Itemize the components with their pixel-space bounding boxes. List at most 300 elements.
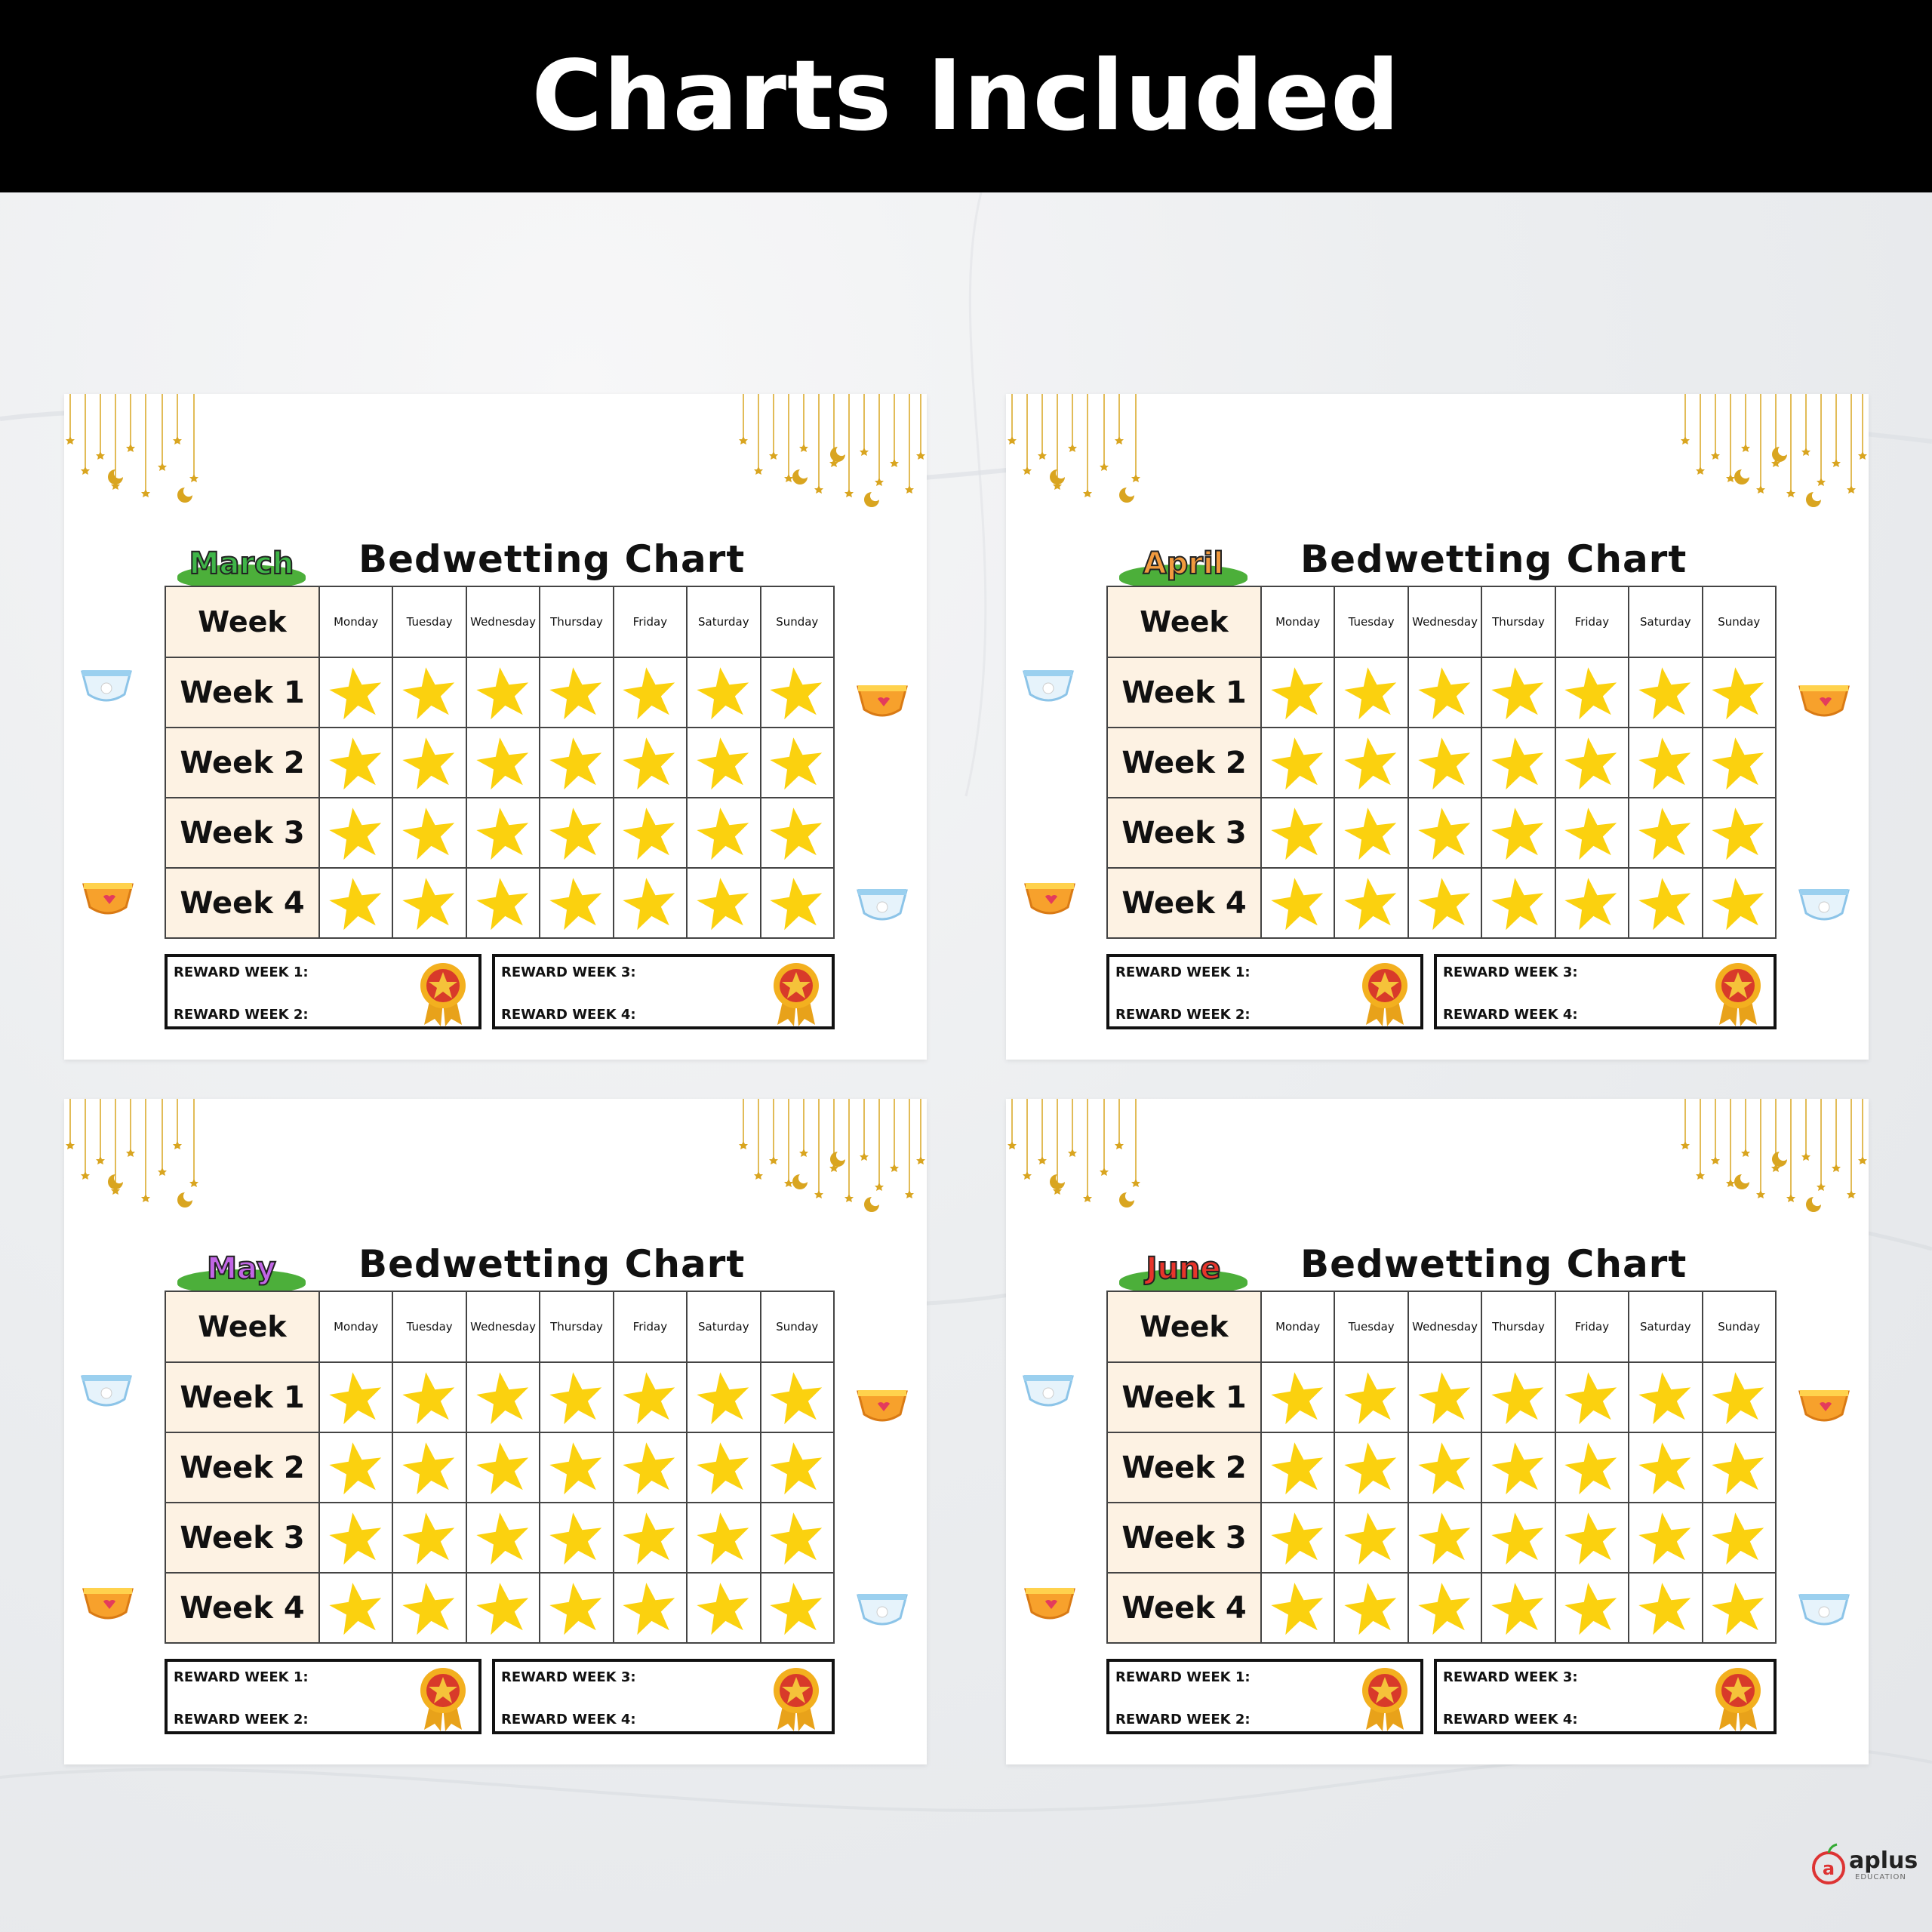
day-header: Tuesday: [1334, 586, 1407, 657]
star-icon: [769, 665, 825, 721]
day-header: Saturday: [1629, 1291, 1702, 1362]
star-icon: [1638, 665, 1694, 721]
star-icon: [1491, 1510, 1546, 1566]
star-cell[interactable]: [687, 1362, 760, 1432]
star-cell[interactable]: [466, 728, 540, 798]
star-cell[interactable]: [1408, 798, 1481, 868]
star-cell[interactable]: [1261, 657, 1334, 728]
star-cell[interactable]: [1408, 657, 1481, 728]
day-header: Wednesday: [1408, 1291, 1481, 1362]
table-row: [165, 1362, 834, 1432]
star-cell[interactable]: [1261, 1573, 1334, 1643]
aplus-logo: [1810, 1826, 1918, 1902]
star-cell[interactable]: [1555, 868, 1629, 938]
reward-label: REWARD WEEK 3:: [1443, 964, 1578, 980]
diaper-icon: [79, 1369, 134, 1411]
day-header: Saturday: [687, 586, 760, 657]
star-cell[interactable]: [1261, 1503, 1334, 1573]
day-header: Tuesday: [1334, 1291, 1407, 1362]
table-row: [1107, 798, 1776, 868]
star-icon: [328, 665, 384, 721]
star-icon: [622, 1370, 678, 1426]
star-icon: [1343, 805, 1399, 861]
star-icon: [328, 1370, 384, 1426]
star-cell[interactable]: [761, 728, 834, 798]
star-icon: [1270, 1580, 1326, 1636]
month-badge: [1119, 1241, 1247, 1294]
week-label: Week 1: [1107, 1362, 1261, 1432]
day-header: Friday: [614, 1291, 687, 1362]
reward-label: REWARD WEEK 1:: [174, 1669, 309, 1685]
star-cell[interactable]: [761, 798, 834, 868]
star-cell[interactable]: [1408, 1573, 1481, 1643]
star-icon: [696, 1510, 752, 1566]
star-cell[interactable]: [1408, 728, 1481, 798]
star-icon: [1564, 805, 1620, 861]
star-cell[interactable]: [392, 1362, 466, 1432]
star-icon: [1270, 875, 1326, 931]
star-icon: [1417, 1370, 1473, 1426]
star-cell[interactable]: [1481, 798, 1555, 868]
star-cell[interactable]: [687, 868, 760, 938]
star-cell[interactable]: [1408, 1503, 1481, 1573]
star-cell[interactable]: [319, 868, 392, 938]
award-ribbon-icon: [1358, 961, 1411, 1026]
day-header: Friday: [1555, 586, 1629, 657]
star-cell[interactable]: [1481, 657, 1555, 728]
star-icon: [475, 805, 531, 861]
day-header: Tuesday: [392, 586, 466, 657]
star-cell[interactable]: [1408, 868, 1481, 938]
svg-text:a: a: [1822, 1858, 1835, 1879]
star-icon: [1711, 1370, 1767, 1426]
star-cell[interactable]: [761, 1573, 834, 1643]
month-badge: [1119, 536, 1247, 589]
star-icon: [549, 1510, 605, 1566]
week-label: Week 2: [165, 1432, 319, 1503]
hanging-stars-decoration: [1006, 394, 1869, 515]
star-cell[interactable]: [1481, 1573, 1555, 1643]
star-icon: [1638, 1580, 1694, 1636]
star-cell[interactable]: [1481, 1432, 1555, 1503]
star-icon: [401, 1370, 457, 1426]
star-icon: [696, 1580, 752, 1636]
star-cell[interactable]: [687, 1432, 760, 1503]
star-icon: [1417, 735, 1473, 791]
star-cell[interactable]: [1555, 1432, 1629, 1503]
reward-label: REWARD WEEK 2:: [1115, 1007, 1251, 1023]
star-cell[interactable]: [540, 798, 613, 868]
star-cell[interactable]: [466, 1432, 540, 1503]
star-cell[interactable]: [761, 868, 834, 938]
star-icon: [475, 1510, 531, 1566]
star-cell[interactable]: [466, 657, 540, 728]
reward-box-right: [492, 1659, 835, 1734]
star-icon: [696, 805, 752, 861]
star-cell[interactable]: [614, 868, 687, 938]
star-icon: [1270, 805, 1326, 861]
star-cell[interactable]: [466, 798, 540, 868]
star-icon: [328, 875, 384, 931]
reward-box-left: [1106, 954, 1423, 1029]
star-cell[interactable]: [687, 1573, 760, 1643]
logo-subtext: EDUCATION: [1855, 1873, 1906, 1881]
star-icon: [328, 735, 384, 791]
reward-box-right: [1434, 954, 1777, 1029]
table-row: [165, 728, 834, 798]
star-cell[interactable]: [614, 728, 687, 798]
star-icon: [549, 735, 605, 791]
diaper-icon: [1023, 877, 1077, 919]
day-header: Sunday: [761, 586, 834, 657]
star-icon: [1417, 805, 1473, 861]
star-cell[interactable]: [1481, 1362, 1555, 1432]
star-cell[interactable]: [1555, 657, 1629, 728]
star-cell[interactable]: [1703, 1362, 1776, 1432]
star-icon: [1343, 1510, 1399, 1566]
star-icon: [549, 1440, 605, 1496]
day-header: Sunday: [1703, 1291, 1776, 1362]
star-cell[interactable]: [1629, 1573, 1702, 1643]
star-cell[interactable]: [1629, 1503, 1702, 1573]
star-cell[interactable]: [1334, 728, 1407, 798]
star-cell[interactable]: [540, 1573, 613, 1643]
star-icon: [1638, 735, 1694, 791]
reward-label: REWARD WEEK 4:: [501, 1007, 636, 1023]
star-icon: [769, 1580, 825, 1636]
reward-label: REWARD WEEK 4:: [501, 1712, 636, 1727]
star-cell[interactable]: [1555, 798, 1629, 868]
star-icon: [1343, 735, 1399, 791]
star-icon: [1491, 665, 1546, 721]
month-badge: [177, 536, 306, 589]
star-cell[interactable]: [319, 1503, 392, 1573]
star-icon: [1564, 1580, 1620, 1636]
week-label: Week 4: [1107, 868, 1261, 938]
star-icon: [1711, 1440, 1767, 1496]
week-label: Week 3: [1107, 798, 1261, 868]
star-icon: [1491, 1370, 1546, 1426]
star-icon: [549, 805, 605, 861]
star-cell[interactable]: [540, 728, 613, 798]
diaper-icon: [79, 664, 134, 706]
star-cell[interactable]: [614, 1432, 687, 1503]
star-cell[interactable]: [1334, 798, 1407, 868]
star-cell[interactable]: [1261, 728, 1334, 798]
star-icon: [475, 665, 531, 721]
star-cell[interactable]: [1408, 1362, 1481, 1432]
star-cell[interactable]: [392, 1503, 466, 1573]
star-cell[interactable]: [1408, 1432, 1481, 1503]
star-cell[interactable]: [1629, 1432, 1702, 1503]
star-icon: [328, 1580, 384, 1636]
star-icon: [475, 1370, 531, 1426]
star-icon: [769, 1440, 825, 1496]
star-cell[interactable]: [1629, 657, 1702, 728]
award-ribbon-icon: [1712, 1666, 1764, 1731]
star-cell[interactable]: [614, 1573, 687, 1643]
star-cell[interactable]: [614, 1362, 687, 1432]
star-cell[interactable]: [1481, 868, 1555, 938]
award-ribbon-icon: [417, 1666, 469, 1731]
star-icon: [769, 1510, 825, 1566]
banner-title: Charts Included: [531, 40, 1401, 152]
week-header: Week: [1107, 1291, 1261, 1362]
table-row: [165, 1503, 834, 1573]
star-icon: [549, 665, 605, 721]
reward-label: REWARD WEEK 1:: [1115, 964, 1251, 980]
reward-box-right: [1434, 1659, 1777, 1734]
week-label: Week 2: [165, 728, 319, 798]
star-cell[interactable]: [392, 798, 466, 868]
star-cell[interactable]: [761, 1432, 834, 1503]
star-cell[interactable]: [319, 728, 392, 798]
diaper-icon: [855, 1588, 909, 1630]
star-icon: [696, 665, 752, 721]
table-row: [165, 1573, 834, 1643]
star-cell[interactable]: [392, 868, 466, 938]
month-badge: [177, 1241, 306, 1294]
star-icon: [1564, 1370, 1620, 1426]
star-icon: [1711, 1580, 1767, 1636]
star-icon: [549, 1370, 605, 1426]
reward-label: REWARD WEEK 1:: [1115, 1669, 1251, 1685]
star-icon: [1491, 805, 1546, 861]
star-cell[interactable]: [319, 798, 392, 868]
star-cell[interactable]: [466, 868, 540, 938]
star-icon: [1491, 875, 1546, 931]
star-cell[interactable]: [1555, 1362, 1629, 1432]
star-cell[interactable]: [1703, 1432, 1776, 1503]
reward-label: REWARD WEEK 4:: [1443, 1007, 1578, 1023]
chart-table: [1106, 586, 1777, 939]
reward-box-left: [1106, 1659, 1423, 1734]
star-cell[interactable]: [687, 657, 760, 728]
table-row: [1107, 1432, 1776, 1503]
star-cell[interactable]: [1629, 728, 1702, 798]
star-cell[interactable]: [1334, 1362, 1407, 1432]
star-icon: [1270, 1370, 1326, 1426]
chart-table: [1106, 1291, 1777, 1644]
star-cell[interactable]: [1703, 1503, 1776, 1573]
star-icon: [401, 875, 457, 931]
star-icon: [1343, 875, 1399, 931]
week-header: Week: [165, 1291, 319, 1362]
star-icon: [475, 1440, 531, 1496]
star-icon: [549, 875, 605, 931]
star-cell[interactable]: [1703, 868, 1776, 938]
week-label: Week 4: [1107, 1573, 1261, 1643]
star-icon: [622, 805, 678, 861]
star-cell[interactable]: [540, 657, 613, 728]
day-header: Tuesday: [392, 1291, 466, 1362]
star-icon: [1343, 1580, 1399, 1636]
week-label: Week 1: [1107, 657, 1261, 728]
day-header: Sunday: [1703, 586, 1776, 657]
star-cell[interactable]: [1334, 868, 1407, 938]
table-row: [1107, 1503, 1776, 1573]
star-cell[interactable]: [392, 1432, 466, 1503]
star-cell[interactable]: [761, 1503, 834, 1573]
star-cell[interactable]: [1334, 657, 1407, 728]
day-header: Thursday: [540, 586, 613, 657]
day-header: Thursday: [540, 1291, 613, 1362]
star-icon: [1638, 1510, 1694, 1566]
star-cell[interactable]: [540, 1362, 613, 1432]
star-icon: [401, 1440, 457, 1496]
star-cell[interactable]: [761, 657, 834, 728]
diaper-icon: [855, 679, 909, 721]
star-cell[interactable]: [687, 728, 760, 798]
award-ribbon-icon: [417, 961, 469, 1026]
star-cell[interactable]: [614, 1503, 687, 1573]
star-cell[interactable]: [466, 1362, 540, 1432]
week-label: Week 4: [165, 868, 319, 938]
star-icon: [328, 805, 384, 861]
star-icon: [401, 1580, 457, 1636]
star-cell[interactable]: [392, 657, 466, 728]
diaper-icon: [81, 877, 135, 919]
star-cell[interactable]: [1629, 868, 1702, 938]
reward-box-right: [492, 954, 835, 1029]
star-icon: [1711, 665, 1767, 721]
reward-label: REWARD WEEK 4:: [1443, 1712, 1578, 1727]
star-cell[interactable]: [1261, 868, 1334, 938]
star-icon: [1711, 805, 1767, 861]
star-cell[interactable]: [319, 1432, 392, 1503]
bedwetting-chart-card: [64, 1099, 927, 1764]
table-row: [1107, 1573, 1776, 1643]
bedwetting-chart-card: [1006, 394, 1869, 1060]
award-ribbon-icon: [770, 961, 823, 1026]
star-cell[interactable]: [540, 868, 613, 938]
star-cell[interactable]: [319, 1362, 392, 1432]
star-icon: [401, 735, 457, 791]
star-cell[interactable]: [319, 657, 392, 728]
table-row: [1107, 728, 1776, 798]
chart-table: [165, 586, 835, 939]
star-cell[interactable]: [1629, 1362, 1702, 1432]
star-cell[interactable]: [1703, 1573, 1776, 1643]
week-label: Week 3: [165, 1503, 319, 1573]
month-label: April: [1143, 546, 1224, 581]
diaper-icon: [1797, 1588, 1851, 1630]
star-cell[interactable]: [1555, 1503, 1629, 1573]
star-cell[interactable]: [614, 657, 687, 728]
bedwetting-chart-card: [1006, 1099, 1869, 1764]
star-cell[interactable]: [1481, 1503, 1555, 1573]
star-cell[interactable]: [1261, 798, 1334, 868]
diaper-icon: [1797, 883, 1851, 925]
star-icon: [1638, 875, 1694, 931]
day-header: Sunday: [761, 1291, 834, 1362]
award-ribbon-icon: [1712, 961, 1764, 1026]
diaper-icon: [855, 1384, 909, 1426]
star-cell[interactable]: [392, 728, 466, 798]
star-cell[interactable]: [1334, 1503, 1407, 1573]
star-icon: [1564, 665, 1620, 721]
hanging-stars-decoration: [64, 394, 927, 515]
star-cell[interactable]: [614, 798, 687, 868]
reward-label: REWARD WEEK 2:: [1115, 1712, 1251, 1727]
star-cell[interactable]: [1334, 1573, 1407, 1643]
reward-label: REWARD WEEK 2:: [174, 1007, 309, 1023]
star-icon: [1564, 875, 1620, 931]
star-cell[interactable]: [687, 798, 760, 868]
day-header: Friday: [614, 586, 687, 657]
star-cell[interactable]: [1555, 728, 1629, 798]
chart-title: Bedwetting Chart: [1300, 1242, 1687, 1286]
star-icon: [769, 1370, 825, 1426]
star-cell[interactable]: [1629, 798, 1702, 868]
day-header: Friday: [1555, 1291, 1629, 1362]
chart-title: Bedwetting Chart: [358, 1242, 746, 1286]
star-icon: [1343, 1370, 1399, 1426]
star-icon: [401, 665, 457, 721]
month-label: March: [189, 546, 294, 581]
star-cell[interactable]: [1555, 1573, 1629, 1643]
week-label: Week 2: [1107, 728, 1261, 798]
star-icon: [622, 1440, 678, 1496]
week-header: Week: [1107, 586, 1261, 657]
star-icon: [1417, 1440, 1473, 1496]
star-cell[interactable]: [466, 1503, 540, 1573]
table-row: [1107, 868, 1776, 938]
star-cell[interactable]: [1261, 1362, 1334, 1432]
star-icon: [622, 1580, 678, 1636]
star-cell[interactable]: [1261, 1432, 1334, 1503]
star-cell[interactable]: [1703, 728, 1776, 798]
table-row: [165, 868, 834, 938]
star-icon: [1564, 1440, 1620, 1496]
star-icon: [1270, 735, 1326, 791]
week-label: Week 4: [165, 1573, 319, 1643]
star-icon: [1564, 1510, 1620, 1566]
day-header: Thursday: [1481, 1291, 1555, 1362]
star-icon: [328, 1510, 384, 1566]
star-cell[interactable]: [1703, 657, 1776, 728]
star-cell[interactable]: [540, 1432, 613, 1503]
day-header: Monday: [319, 1291, 392, 1362]
star-cell[interactable]: [466, 1573, 540, 1643]
star-cell[interactable]: [392, 1573, 466, 1643]
diaper-icon: [1797, 679, 1851, 721]
star-icon: [1270, 1510, 1326, 1566]
star-icon: [769, 875, 825, 931]
star-icon: [622, 665, 678, 721]
star-cell[interactable]: [687, 1503, 760, 1573]
star-cell[interactable]: [1334, 1432, 1407, 1503]
star-icon: [622, 875, 678, 931]
star-cell[interactable]: [761, 1362, 834, 1432]
award-ribbon-icon: [770, 1666, 823, 1731]
star-cell[interactable]: [1703, 798, 1776, 868]
week-header: Week: [165, 586, 319, 657]
table-row: [165, 1432, 834, 1503]
star-cell[interactable]: [540, 1503, 613, 1573]
day-header: Wednesday: [1408, 586, 1481, 657]
day-header: Wednesday: [466, 586, 540, 657]
diaper-icon: [81, 1582, 135, 1624]
star-icon: [622, 735, 678, 791]
reward-box-left: [165, 1659, 481, 1734]
star-cell[interactable]: [319, 1573, 392, 1643]
star-icon: [1417, 1580, 1473, 1636]
star-cell[interactable]: [1481, 728, 1555, 798]
star-icon: [475, 735, 531, 791]
month-label: May: [207, 1251, 276, 1286]
diaper-icon: [1797, 1384, 1851, 1426]
